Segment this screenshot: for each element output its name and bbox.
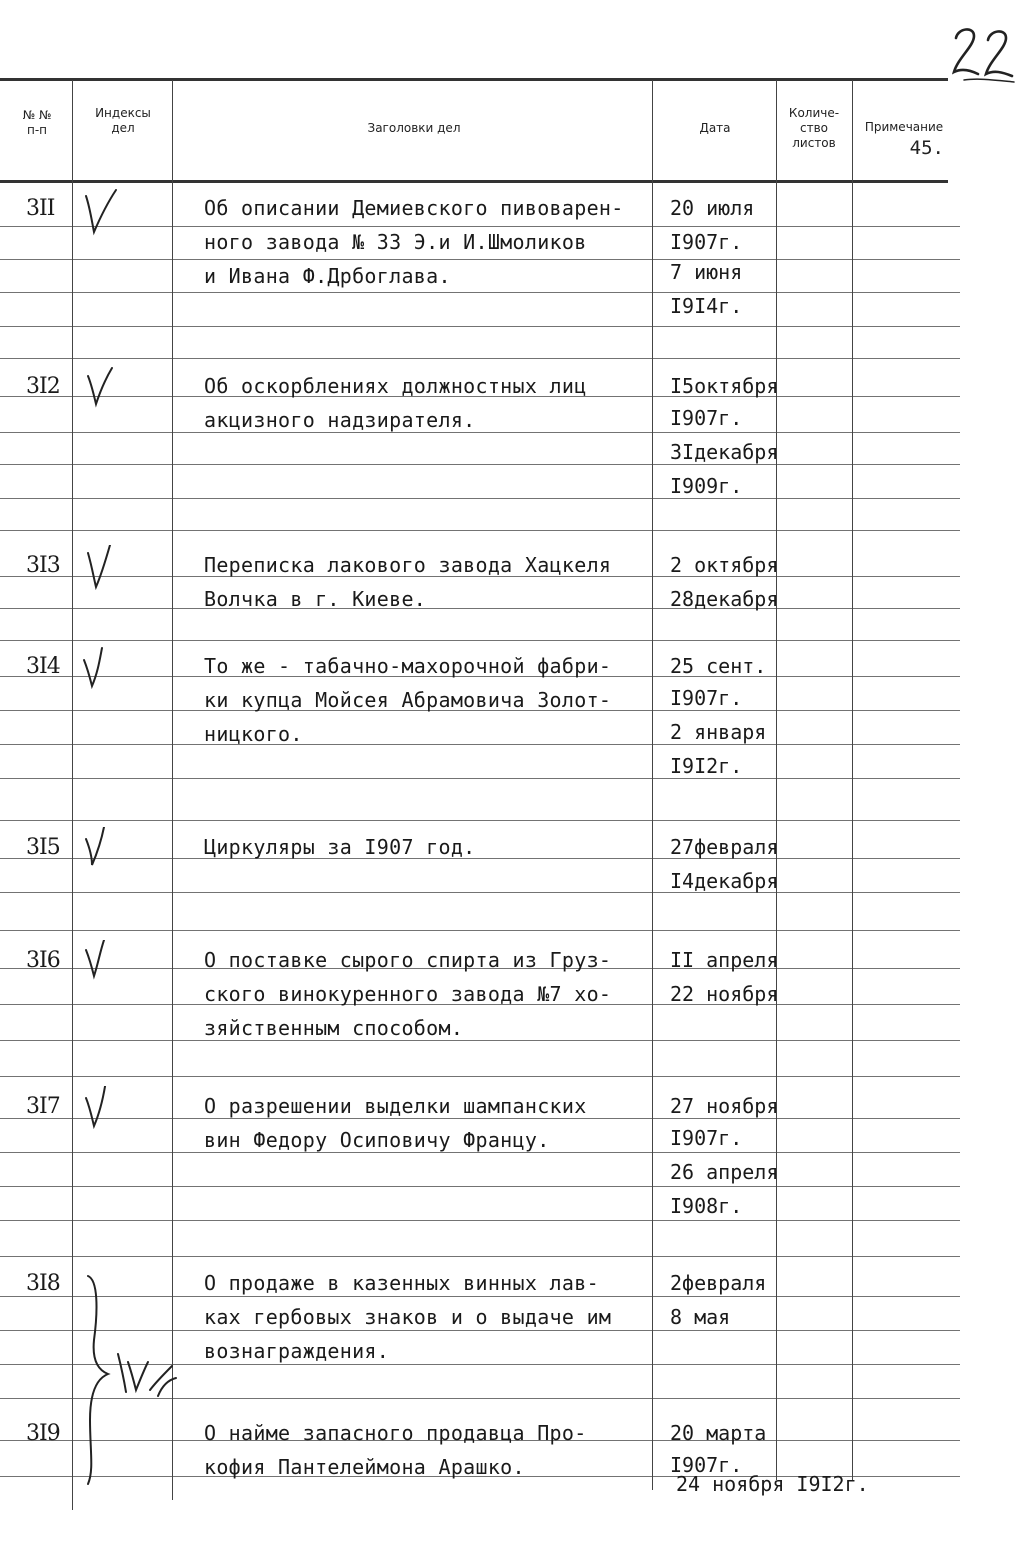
title-line: ницкого.	[204, 722, 303, 746]
ruled-line	[0, 358, 960, 359]
header-sheets	[778, 106, 850, 151]
row-number: 3II	[26, 196, 55, 221]
title-line: Переписка лакового завода Хацкеля	[204, 553, 612, 577]
check-mark-icon	[80, 827, 120, 875]
check-mark-icon	[80, 188, 120, 236]
header-note	[854, 120, 954, 159]
row-number: 3I4	[26, 654, 60, 679]
title-line: О разрешении выделки шампанских	[204, 1094, 587, 1118]
header-title: Заголовки дел	[367, 121, 461, 135]
title-line: Волчка в г. Киеве.	[204, 587, 427, 611]
row-number: 3I2	[26, 374, 60, 399]
date-line: 8 мая	[670, 1305, 731, 1329]
header-num-label: № №	[22, 108, 52, 122]
row-number: 3I7	[26, 1094, 60, 1119]
title-line: Об оскорблениях должностных лиц	[204, 374, 587, 398]
row-number: 3I5	[26, 835, 60, 860]
column-divider-sheets	[852, 80, 853, 1480]
ruled-line	[0, 226, 960, 227]
title-line: Циркуляры за I907 год.	[204, 835, 476, 859]
date-line: I908г.	[670, 1194, 743, 1218]
ruled-line	[0, 326, 960, 327]
header-num	[4, 108, 70, 138]
date-line: I907г.	[670, 1453, 743, 1477]
ruled-line	[0, 498, 960, 499]
ruled-line	[0, 820, 960, 821]
date-line: I907г.	[670, 1126, 743, 1150]
handwritten-page-number	[944, 20, 1024, 90]
title-line: кофия Пантелеймона Арашко.	[204, 1455, 525, 1479]
ruled-line	[0, 1118, 960, 1119]
date-line: 20 марта	[670, 1421, 767, 1445]
title-line: и Ивана Ф.Дрбоглава.	[204, 264, 451, 288]
row-number: 3I6	[26, 948, 60, 973]
title-line: О продаже в казенных винных лав-	[204, 1271, 599, 1295]
date-line: II апреля	[670, 948, 779, 972]
header-num-sublabel: п-п	[26, 123, 48, 137]
ruled-line	[0, 608, 960, 609]
date-line: I907г.	[670, 406, 743, 430]
ruled-line	[0, 892, 960, 893]
date-line: I9I4г.	[670, 294, 743, 318]
title-line: То же - табачно-махорочной фабри-	[204, 654, 612, 678]
date-line: 27февраля	[670, 835, 779, 859]
row-number: 3I9	[26, 1421, 60, 1446]
title-line: вин Федору Осиповичу Францу.	[204, 1128, 550, 1152]
title-line: ного завода № 33 Э.и И.Шмоликов	[204, 230, 587, 254]
header-bottom-border	[0, 180, 948, 183]
ruled-line	[0, 778, 960, 779]
ruled-line	[0, 1186, 960, 1187]
date-line: I9I2г.	[670, 754, 743, 778]
date-line: 28декабря	[670, 587, 779, 611]
check-mark-icon	[80, 940, 120, 988]
date-line: 2февраля	[670, 1271, 767, 1295]
title-line: акцизного надзирателя.	[204, 408, 476, 432]
title-line: ки купца Мойсея Абрамовича Золот-	[204, 688, 612, 712]
date-line: 27 ноября	[670, 1094, 779, 1118]
header-date: Дата	[699, 121, 731, 135]
date-line: 3Iдекабря	[670, 440, 779, 464]
ruled-line	[0, 744, 960, 745]
header-sheets-line-2: ство	[799, 121, 828, 135]
ruled-line	[0, 1040, 960, 1041]
ruled-line	[0, 858, 960, 859]
ruled-line	[0, 930, 960, 931]
title-line: зяйственным способом.	[204, 1016, 464, 1040]
title-line: О найме запасного продавца Про-	[204, 1421, 587, 1445]
check-mark-icon	[80, 1086, 120, 1134]
header-note-value: 45.	[909, 137, 944, 159]
date-line: I5октября	[670, 374, 779, 398]
header-sheets-line-1: Количе-	[788, 106, 840, 120]
title-line: ского винокуренного завода №7 хо-	[204, 982, 612, 1006]
ruled-line	[0, 1152, 960, 1153]
date-line: 25 сент.	[670, 654, 767, 678]
header-sheets-line-3: листов	[792, 136, 836, 150]
ruled-line	[0, 259, 960, 260]
column-divider-date	[776, 80, 777, 1480]
title-line: О поставке сырого спирта из Груз-	[204, 948, 612, 972]
ruled-line	[0, 432, 960, 433]
table-top-border	[0, 78, 948, 81]
ruled-line	[0, 292, 960, 293]
date-line: 22 ноября	[670, 982, 779, 1006]
date-line: 7 июня	[670, 260, 743, 284]
header-index	[76, 106, 170, 136]
check-mark-icon	[80, 366, 120, 414]
header-index-label: Индексы	[95, 106, 151, 120]
date-line: I907г.	[670, 686, 743, 710]
date-line: 2 октября	[670, 553, 779, 577]
ruled-line	[0, 640, 960, 641]
final-date: 24 ноября I9I2г.	[676, 1472, 869, 1496]
ruled-line	[0, 1076, 960, 1077]
date-line: I4декабря	[670, 869, 779, 893]
title-line: Об описании Демиевского пивоварен-	[204, 196, 624, 220]
date-line: I907г.	[670, 230, 743, 254]
header-index-sublabel: дел	[111, 121, 135, 135]
row-number: 3I3	[26, 553, 60, 578]
ruled-line	[0, 464, 960, 465]
check-mark-icon	[80, 545, 120, 593]
title-line: ках гербовых знаков и о выдаче им	[204, 1305, 612, 1329]
ruled-line	[0, 530, 960, 531]
date-line: 20 июля	[670, 196, 755, 220]
check-mark-icon	[80, 646, 120, 694]
date-line: 26 апреля	[670, 1160, 779, 1184]
ruled-line	[0, 1256, 960, 1257]
title-line: вознаграждения.	[204, 1339, 390, 1363]
date-line: I909г.	[670, 474, 743, 498]
row-number: 3I8	[26, 1271, 60, 1296]
handwritten-brace-icon	[78, 1270, 188, 1490]
date-line: 2 января	[670, 720, 767, 744]
ruled-line	[0, 1220, 960, 1221]
header-note-label: Примечание	[864, 120, 944, 134]
